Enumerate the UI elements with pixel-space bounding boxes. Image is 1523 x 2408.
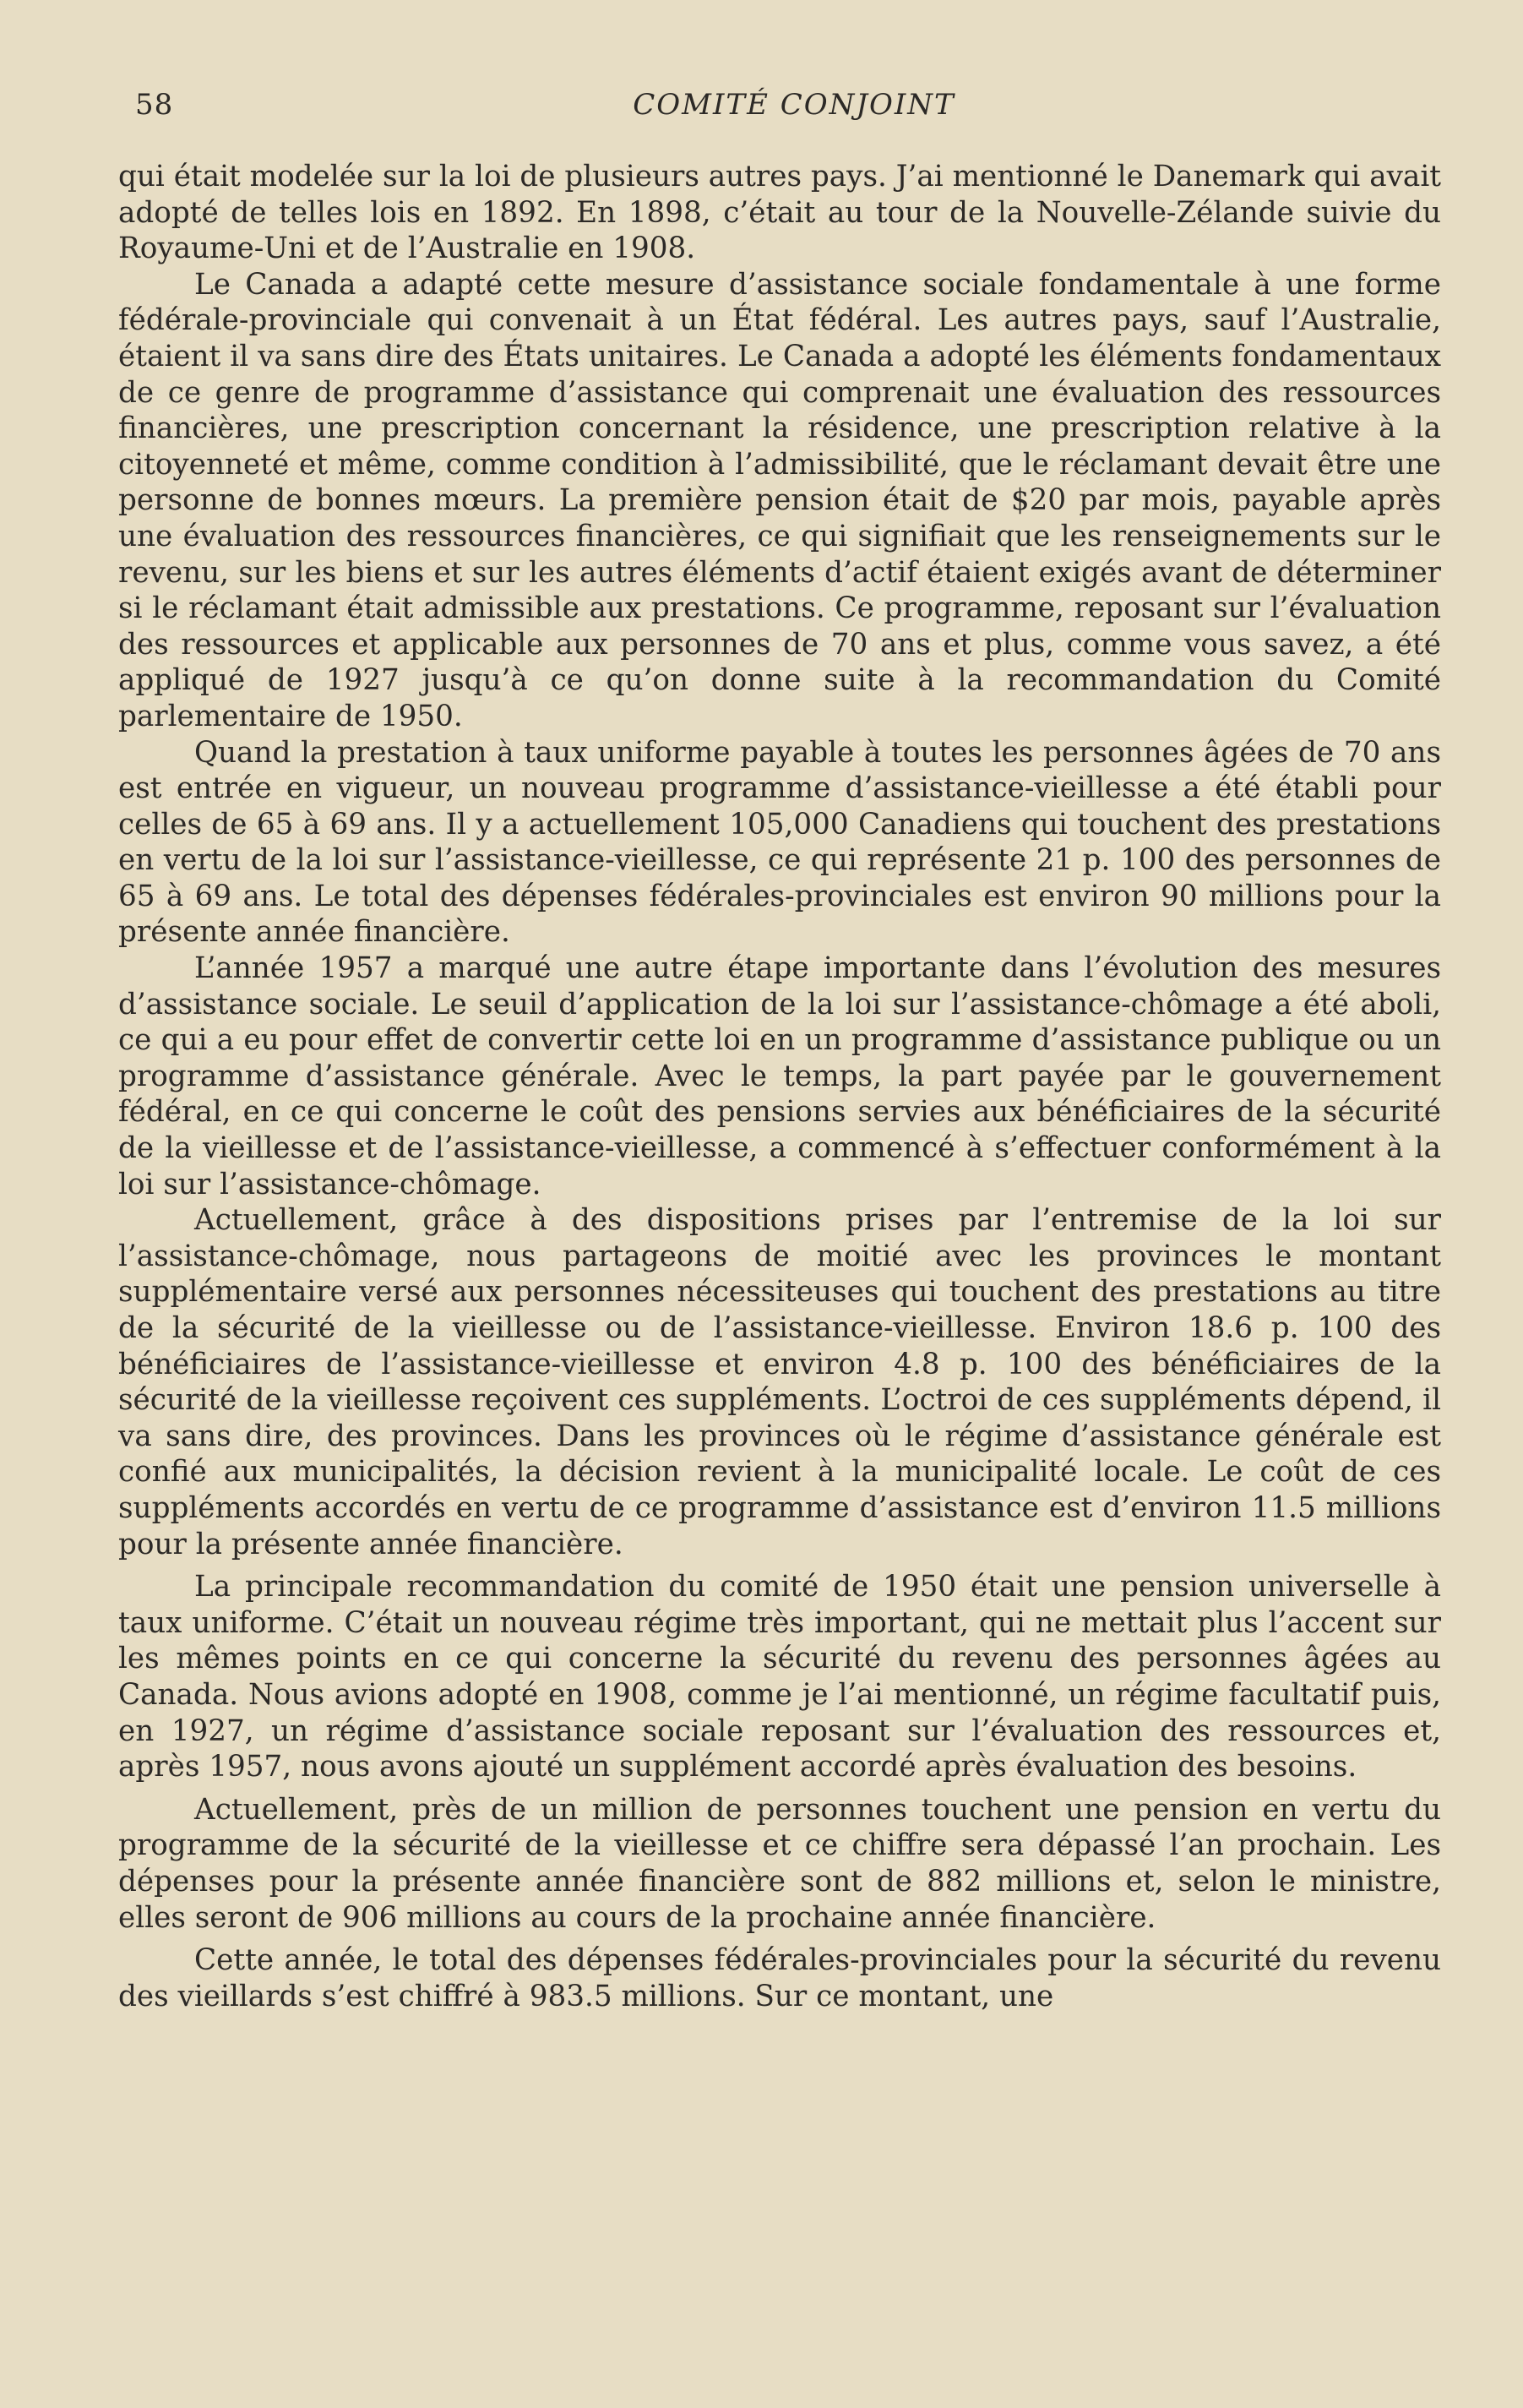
paragraph-6: La principale recommandation du comité de 1950 était une pension universelle à taux uniforme. C’était un nouveau régime très important, qui ne mettait plus l’accent sur les mêmes points en ce qui concerne la sécurité du revenu des personnes âgées au Canada. Nous avions adopté en 1908, comme je l’ai mentionné, un régime facultatif puis, en 1927, un régime d’assistance sociale reposant sur l’évaluation des ressources et, après 1957, nous avons ajouté un supplément accordé après évaluation des besoins. (118, 1570, 1441, 1784)
page-number: 58 (135, 88, 174, 122)
paragraph-2: Le Canada a adapté cette mesure d’assistance sociale fondamentale à une forme fédérale-provinciale qui convenait à un État fédéral. Les autres pays, sauf l’Australie, étaient il va sans dire des États unitaires. Le Canada a adopté les éléments fondamentaux de ce genre de programme d’assistance qui comprenait une évaluation des ressources financières, une prescription concernant la résidence, une prescription relative à la citoyenneté et même, comme condition à l’admissibilité, que le réclamant devait être une personne de bonnes mœurs. La première pension était de $20 par mois, payable après une évaluation des ressources financières, ce qui signifiait que les renseignements sur le revenu, sur les biens et sur les autres éléments d’actif étaient exigés avant de déterminer si le réclamant était admissible aux prestations. Ce programme, reposant sur l’évaluation des ressources et applicable aux personnes de 70 ans et plus, comme vous savez, a été appliqué de 1927 jusqu’à ce qu’on donne suite à la recommandation du Comité parlementaire de 1950. (118, 267, 1441, 733)
paragraph-8: Cette année, le total des dépenses fédérales-provinciales pour la sécurité du revenu des vieillards s’est chiffré à 983.5 millions. Sur ce montant, une (118, 1943, 1441, 2013)
running-title: COMITÉ CONJOINT (633, 88, 955, 122)
paragraph-5: Actuellement, grâce à des dispositions prises par l’entremise de la loi sur l’assistance-chômage, nous partageons de moitié avec les provinces le montant supplémentaire versé aux personnes nécessiteuses qui touchent des prestations au titre de la sécurité de la vieillesse ou de l’assistance-vieillesse. Environ 18.6 p. 100 des bénéficiaires de l’assistance-vieillesse et environ 4.8 p. 100 des bénéficiaires de la sécurité de la vieillesse reçoivent ces suppléments. L’octroi de ces suppléments dépend, il va sans dire, des provinces. Dans les provinces où le régime d’assistance générale est confié aux municipalités, la décision revient à la municipalité locale. Le coût de ces suppléments accordés en vertu de ce programme d’assistance est d’environ 11.5 millions pour la présente année financière. (118, 1203, 1441, 1561)
paragraph-3: Quand la prestation à taux uniforme payable à toutes les personnes âgées de 70 ans est entrée en vigueur, un nouveau programme d’assistance-vieillesse a été établi pour celles de 65 à 69 ans. Il y a actuellement 105,000 Canadiens qui touchent des prestations en vertu de la loi sur l’assistance-vieillesse, ce qui représente 21 p. 100 des personnes de 65 à 69 ans. Le total des dépenses fédérales-provinciales est environ 90 millions pour la présente année financière. (118, 735, 1441, 950)
paragraph-7: Actuellement, près de un million de personnes touchent une pension en vertu du programme de la sécurité de la vieillesse et ce chiffre sera dépassé l’an prochain. Les dépenses pour la présente année financière sont de 882 millions et, selon le ministre, elles seront de 906 millions au cours de la prochaine année financière. (118, 1792, 1441, 1935)
paragraph-4: L’année 1957 a marqué une autre étape importante dans l’évolution des mesures d’assistance sociale. Le seuil d’application de la loi sur l’assistance-chômage a été aboli, ce qui a eu pour effet de convertir cette loi en un programme d’assistance publique ou un programme d’assistance générale. Avec le temps, la part payée par le gouvernement fédéral, en ce qui concerne le coût des pensions servies aux bénéficiaires de la sécurité de la vieillesse et de l’assistance-vieillesse, a commencé à s’effectuer conformément à la loi sur l’assistance-chômage. (118, 951, 1441, 1201)
body-text (118, 159, 1441, 2014)
paragraph-1: qui était modelée sur la loi de plusieurs autres pays. J’ai mentionné le Danemark qui avait adopté de telles lois en 1892. En 1898, c’était au tour de la Nouvelle-Zélande suivie du Royaume-Uni et de l’Australie en 1908. (118, 160, 1441, 266)
page-header (135, 88, 1453, 130)
